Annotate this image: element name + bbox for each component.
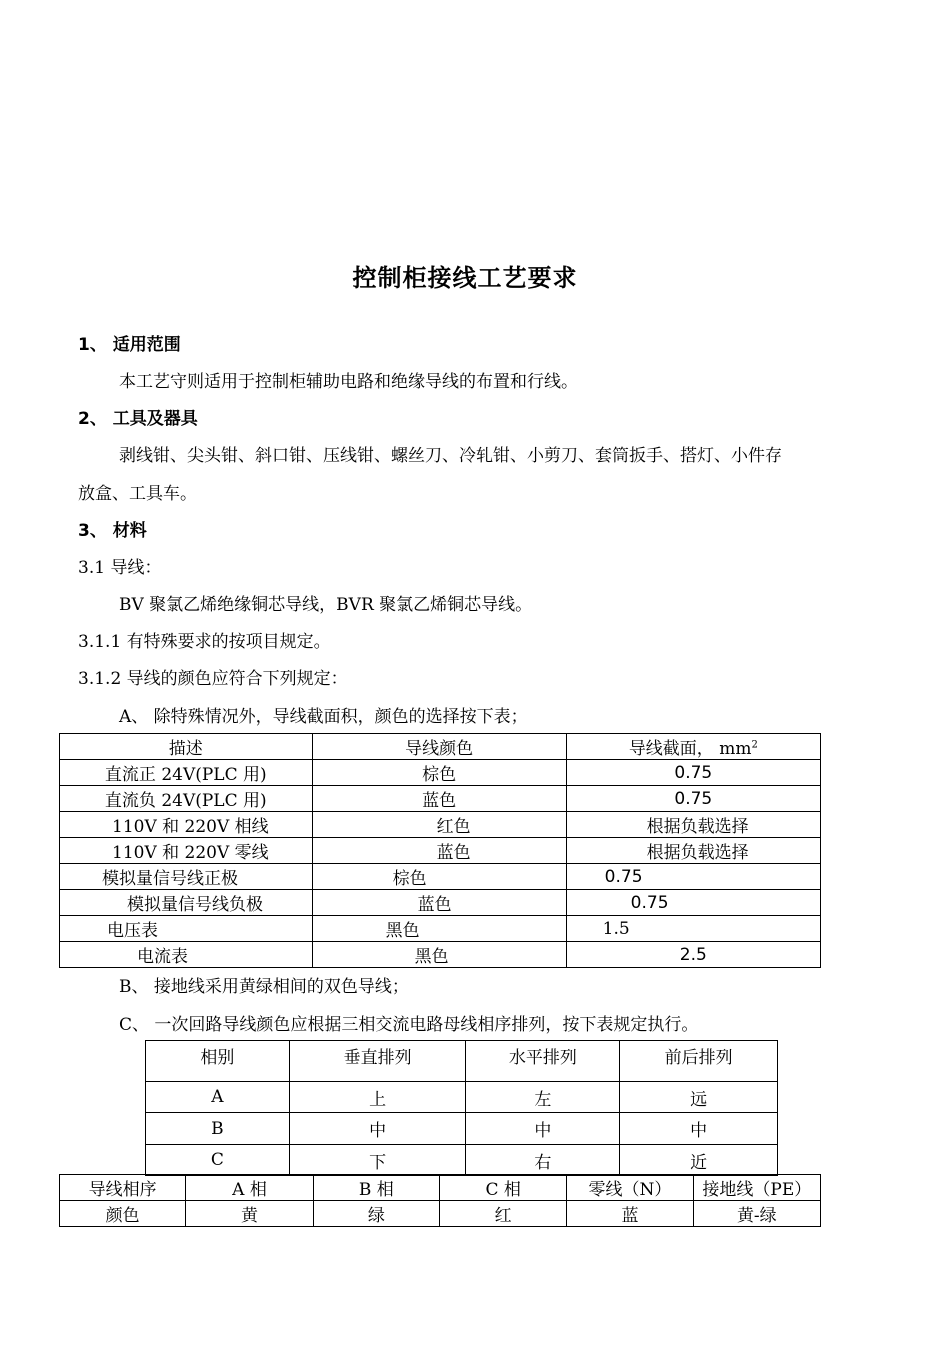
section-1-heading: 1、 适用范围 <box>78 335 181 355</box>
table-cell: 直流正 24V(PLC 用) <box>60 760 313 786</box>
header-cell: 水平排列 <box>466 1041 620 1082</box>
header-cell: 导线相序 <box>60 1175 186 1201</box>
table-cell: 黑色 <box>312 916 566 942</box>
table-cell: 上 <box>289 1082 466 1113</box>
table-cell: 下 <box>289 1145 466 1176</box>
table-cell: 中 <box>466 1113 620 1145</box>
table-header-row <box>146 1041 778 1082</box>
section-3-heading: 3、 材料 <box>78 521 147 541</box>
section-2-heading: 2、 工具及器具 <box>78 409 198 429</box>
header-cell: 描述 <box>60 734 313 760</box>
section-1-text: 本工艺守则适用于控制柜辅助电路和绝缘导线的布置和行线。 <box>119 372 578 392</box>
table-row <box>60 890 821 916</box>
table-cell: 蓝色 <box>312 890 566 916</box>
table-cell: 模拟量信号线负极 <box>60 890 313 916</box>
table-cell: 根据负载选择 <box>566 812 820 838</box>
header-cell: 零线（N） <box>567 1175 693 1201</box>
table-cell: 0.75 <box>566 864 820 890</box>
table-cell: 红色 <box>312 812 566 838</box>
header-cell: 导线颜色 <box>312 734 566 760</box>
header-cell: 相别 <box>146 1041 290 1082</box>
header-cell: 接地线（PE） <box>693 1175 820 1201</box>
table-cell: 黄 <box>186 1201 313 1227</box>
table-cell: 黄-绿 <box>693 1201 820 1227</box>
table-row <box>60 760 821 786</box>
table-cell: 中 <box>620 1113 778 1145</box>
header-cell: 前后排列 <box>620 1041 778 1082</box>
table-row <box>60 916 821 942</box>
table-cell: 电流表 <box>60 942 313 968</box>
table-cell: 110V 和 220V 相线 <box>60 812 313 838</box>
section-3-1-label: 3.1 导线： <box>78 558 162 578</box>
table-row <box>60 838 821 864</box>
section-2-text-line1: 剥线钳、尖头钳、斜口钳、压线钳、螺丝刀、冷轧钳、小剪刀、套筒扳手、搭灯、小件存 <box>119 446 782 466</box>
table-cell: 中 <box>289 1113 466 1145</box>
table-row <box>60 812 821 838</box>
section-3-1-1: 3.1.1 有特殊要求的按项目规定。 <box>78 632 331 652</box>
wire-color-table <box>59 733 821 968</box>
table-cell: 远 <box>620 1082 778 1113</box>
phase-arrangement-table <box>145 1040 778 1176</box>
section-3-1-text: BV 聚氯乙烯绝缘铜芯导线，BVR 聚氯乙烯铜芯导线。 <box>119 595 533 615</box>
phase-color-table <box>59 1174 821 1227</box>
item-b: B、 接地线采用黄绿相间的双色导线； <box>119 977 409 997</box>
table-cell: 电压表 <box>60 916 313 942</box>
table-row <box>146 1145 778 1176</box>
table-cell: 棕色 <box>312 864 566 890</box>
section-3-1-2: 3.1.2 导线的颜色应符合下列规定： <box>78 669 348 689</box>
table-cell: C <box>146 1145 290 1176</box>
table-row <box>60 942 821 968</box>
table-cell: 模拟量信号线正极 <box>60 864 313 890</box>
table-cell: 黑色 <box>312 942 566 968</box>
table-cell: A <box>146 1082 290 1113</box>
table-cell: 右 <box>466 1145 620 1176</box>
table-cell: 绿 <box>313 1201 439 1227</box>
item-c: C、 一次回路导线颜色应根据三相交流电路母线相序排列，按下表规定执行。 <box>119 1015 699 1035</box>
table-cell: 根据负载选择 <box>566 838 820 864</box>
table-cell: B <box>146 1113 290 1145</box>
table-header-row <box>60 1175 821 1201</box>
header-superscript: 2 <box>751 739 758 751</box>
table-cell: 2.5 <box>566 942 820 968</box>
table-cell: 蓝 <box>567 1201 693 1227</box>
table-cell: 110V 和 220V 零线 <box>60 838 313 864</box>
item-a: A、 除特殊情况外，导线截面积，颜色的选择按下表； <box>119 707 528 727</box>
table-row <box>146 1082 778 1113</box>
table-row <box>146 1113 778 1145</box>
page-title: 控制柜接线工艺要求 <box>352 264 578 292</box>
table-cell: 近 <box>620 1145 778 1176</box>
table-header-row <box>60 734 821 760</box>
header-cell-text: 导线截面， mm <box>628 739 752 759</box>
header-cell <box>566 734 820 760</box>
table-row <box>60 864 821 890</box>
section-2-text-line2: 放盒、工具车。 <box>78 484 197 504</box>
table-cell: 0.75 <box>566 786 820 812</box>
header-cell: C 相 <box>439 1175 566 1201</box>
table-cell: 红 <box>439 1201 566 1227</box>
table-row <box>60 1201 821 1227</box>
table-cell: 颜色 <box>60 1201 186 1227</box>
table-cell: 左 <box>466 1082 620 1113</box>
table-cell: 0.75 <box>566 760 820 786</box>
table-cell: 蓝色 <box>312 786 566 812</box>
table-cell: 0.75 <box>566 890 820 916</box>
header-cell: B 相 <box>313 1175 439 1201</box>
table-cell: 棕色 <box>312 760 566 786</box>
header-cell: 垂直排列 <box>289 1041 466 1082</box>
table-cell: 直流负 24V(PLC 用) <box>60 786 313 812</box>
table-cell: 1.5 <box>566 916 820 942</box>
table-cell: 蓝色 <box>312 838 566 864</box>
table-row <box>60 786 821 812</box>
header-cell: A 相 <box>186 1175 313 1201</box>
